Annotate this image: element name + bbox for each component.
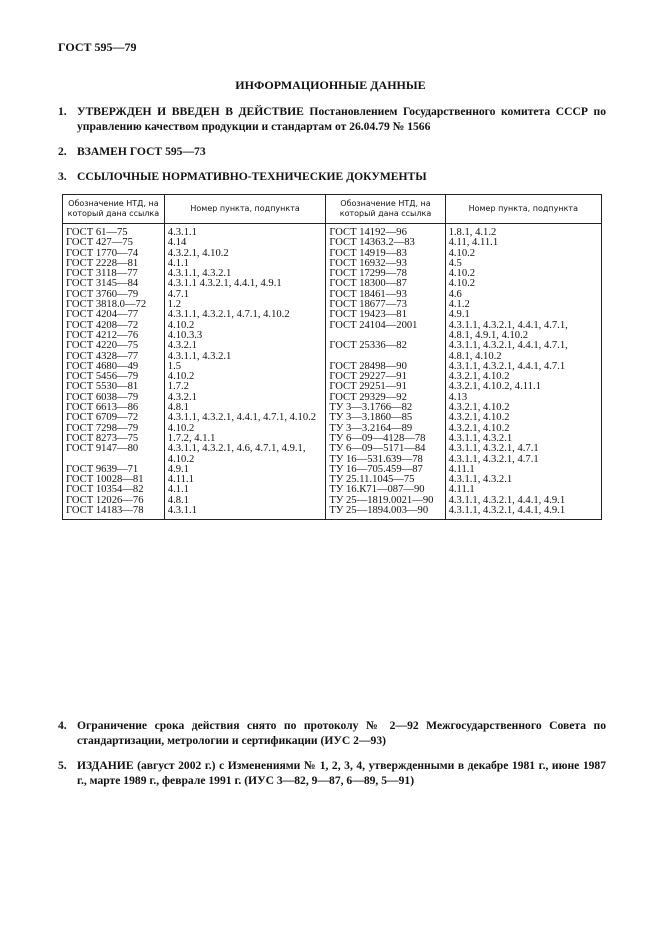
cell-doc-right: ГОСТ 29251—91 xyxy=(326,382,445,392)
cell-item-right: 4.3.1.1, 4.3.2.1 xyxy=(445,434,601,444)
cell-doc-left: ГОСТ 9639—71 xyxy=(63,465,165,475)
cell-doc-right: ТУ 16—531.639—78 xyxy=(326,455,445,465)
table-row xyxy=(63,506,602,520)
cell-item-left: 4.11.1 xyxy=(164,475,326,485)
cell-doc-right: ТУ 25—1894.003—90 xyxy=(326,506,445,520)
cell-doc-left: ГОСТ 12026—76 xyxy=(63,496,165,506)
cell-doc-right: ГОСТ 14919—83 xyxy=(326,249,445,259)
cell-doc-left: ГОСТ 4680—49 xyxy=(63,362,165,372)
cell-doc-left: ГОСТ 61—75 xyxy=(63,224,165,239)
cell-doc-right: ГОСТ 17299—78 xyxy=(326,269,445,279)
table-row xyxy=(63,444,602,454)
header-doc-left: Обозначение НТД, на который дана ссылка xyxy=(63,195,165,224)
cell-item-right: 4.1.2 xyxy=(445,300,601,310)
cell-item-right: 4.3.1.1, 4.3.2.1, 4.4.1, 4.9.1 xyxy=(445,506,601,520)
cell-doc-left: ГОСТ 3818.0—72 xyxy=(63,300,165,310)
cell-doc-left: ГОСТ 7298—79 xyxy=(63,424,165,434)
cell-item-right: 4.8.1, 4.9.1, 4.10.2 xyxy=(445,331,601,341)
section-5-lead: ИЗДАНИЕ xyxy=(77,759,134,772)
cell-item-right: 4.3.2.1, 4.10.2 xyxy=(445,424,601,434)
cell-doc-right: ГОСТ 24104—2001 xyxy=(326,321,445,331)
cell-item-right: 4.10.2 xyxy=(445,249,601,259)
section-5 xyxy=(58,758,606,788)
cell-item-left: 4.3.2.1 xyxy=(164,341,326,351)
cell-item-right: 4.10.2 xyxy=(445,269,601,279)
cell-doc-left: ГОСТ 2228—81 xyxy=(63,259,165,269)
cell-doc-left: ГОСТ 4208—72 xyxy=(63,321,165,331)
cell-doc-right: ТУ 16—705.459—87 xyxy=(326,465,445,475)
cell-item-right: 4.11.1 xyxy=(445,485,601,495)
cell-doc-right: ГОСТ 16932—93 xyxy=(326,259,445,269)
cell-item-left: 1.7.2, 4.1.1 xyxy=(164,434,326,444)
cell-doc-right: ТУ 6—09—4128—78 xyxy=(326,434,445,444)
section-1 xyxy=(58,104,606,134)
cell-item-right: 4.13 xyxy=(445,393,601,403)
cell-doc-right: ТУ 3—3.1766—82 xyxy=(326,403,445,413)
cell-item-left: 4.3.1.1 xyxy=(164,224,326,239)
cell-doc-left: ГОСТ 5456—79 xyxy=(63,372,165,382)
section-4-text: Ограничение срока действия снято по протоколу № 2—92 Межгосударственного Совета по стандартизации, метрологии и сертификации (ИУС 2—93) xyxy=(77,719,606,747)
cell-item-left: 1.2 xyxy=(164,300,326,310)
section-2-number: 2. xyxy=(58,145,67,158)
cell-doc-left: ГОСТ 14183—78 xyxy=(63,506,165,520)
cell-doc-right: ТУ 3—3.2164—89 xyxy=(326,424,445,434)
cell-item-left: 4.3.1.1, 4.3.2.1, 4.7.1, 4.10.2 xyxy=(164,310,326,320)
cell-doc-right: ГОСТ 14192—96 xyxy=(326,224,445,239)
section-5-text: (август 2002 г.) с Изменениями № 1, 2, 3, 4, утвержденными в декабре 1981 г., июне 1987 г., марте 1989 г., феврале 1991 г. (ИУС 3—82, 9—87, 6—89, 5—91) xyxy=(77,759,607,787)
cell-item-right: 4.11, 4.11.1 xyxy=(445,238,601,248)
section-1-number: 1. xyxy=(58,105,67,118)
cell-item-left: 4.10.3.3 xyxy=(164,331,326,341)
section-5-number: 5. xyxy=(58,759,67,772)
cell-doc-right: ТУ 25—1819.0021—90 xyxy=(326,496,445,506)
cell-doc-right: ГОСТ 29329—92 xyxy=(326,393,445,403)
cell-item-right: 4.11.1 xyxy=(445,465,601,475)
cell-doc-right: ГОСТ 25336—82 xyxy=(326,341,445,351)
cell-doc-right: ГОСТ 19423—81 xyxy=(326,310,445,320)
cell-doc-left: ГОСТ 5530—81 xyxy=(63,382,165,392)
header-item-right: Номер пункта, подпункта xyxy=(445,195,601,224)
section-3-number: 3. xyxy=(58,170,67,183)
cell-doc-right: ТУ 3—3.1860—85 xyxy=(326,413,445,423)
cell-doc-left: ГОСТ 3145—84 xyxy=(63,279,165,289)
section-2 xyxy=(58,144,606,159)
cell-doc-left: ГОСТ 3760—79 xyxy=(63,290,165,300)
cell-item-left: 4.1.1 xyxy=(164,259,326,269)
section-3 xyxy=(58,169,606,184)
table-row xyxy=(63,224,602,239)
cell-item-right: 4.3.1.1, 4.3.2.1, 4.7.1 xyxy=(445,444,601,454)
cell-doc-right: ТУ 6—09—5171—84 xyxy=(326,444,445,454)
section-4 xyxy=(58,718,606,748)
cell-item-left: 4.8.1 xyxy=(164,403,326,413)
cell-doc-right: ГОСТ 18300—87 xyxy=(326,279,445,289)
cell-item-right: 4.3.1.1, 4.3.2.1 xyxy=(445,475,601,485)
cell-doc-left: ГОСТ 8273—75 xyxy=(63,434,165,444)
cell-doc-right: ГОСТ 18461—93 xyxy=(326,290,445,300)
cell-item-left: 4.3.2.1, 4.10.2 xyxy=(164,249,326,259)
cell-item-left: 4.14 xyxy=(164,238,326,248)
cell-item-left: 4.1.1 xyxy=(164,485,326,495)
document-header: ГОСТ 595—79 xyxy=(58,40,137,54)
cell-item-right: 1.8.1, 4.1.2 xyxy=(445,224,601,239)
cell-item-right: 4.9.1 xyxy=(445,310,601,320)
cell-item-right: 4.3.2.1, 4.10.2 xyxy=(445,413,601,423)
cell-item-right: 4.3.2.1, 4.10.2, 4.11.1 xyxy=(445,382,601,392)
cell-item-left: 4.3.1.1, 4.3.2.1 xyxy=(164,269,326,279)
section-5-text-block xyxy=(58,758,606,788)
cell-item-right: 4.3.1.1, 4.3.2.1, 4.7.1 xyxy=(445,455,601,465)
cell-item-right: 4.8.1, 4.10.2 xyxy=(445,352,601,362)
cell-item-left: 4.10.2 xyxy=(164,321,326,331)
cell-item-left: 4.3.1.1, 4.3.2.1, 4.4.1, 4.7.1, 4.10.2 xyxy=(164,413,326,423)
cell-doc-left: ГОСТ 6613—86 xyxy=(63,403,165,413)
cell-item-right: 4.3.2.1, 4.10.2 xyxy=(445,372,601,382)
cell-item-left: 4.10.2 xyxy=(164,372,326,382)
cell-item-left: 4.3.1.1 4.3.2.1, 4.4.1, 4.9.1 xyxy=(164,279,326,289)
cell-item-left: 4.8.1 xyxy=(164,496,326,506)
header-item-left: Номер пункта, подпункта xyxy=(164,195,326,224)
cell-item-left: 4.9.1 xyxy=(164,465,326,475)
cell-item-right: 4.10.2 xyxy=(445,279,601,289)
table-header-row xyxy=(63,195,602,224)
cell-doc-left: ГОСТ 4220—75 xyxy=(63,341,165,351)
section-2-text: ВЗАМЕН ГОСТ 595—73 xyxy=(77,145,206,158)
cell-item-right: 4.3.1.1, 4.3.2.1, 4.4.1, 4.7.1, xyxy=(445,321,601,331)
cell-doc-right: ГОСТ 29227—91 xyxy=(326,372,445,382)
cell-item-right: 4.6 xyxy=(445,290,601,300)
cell-doc-right: ГОСТ 28498—90 xyxy=(326,362,445,372)
cell-item-left: 4.3.1.1 xyxy=(164,506,326,520)
cell-doc-left: ГОСТ 427—75 xyxy=(63,238,165,248)
cell-doc-right: ТУ 25.11.1045—75 xyxy=(326,475,445,485)
header-doc-right: Обозначение НТД, на который дана ссылка xyxy=(326,195,445,224)
page-title: ИНФОРМАЦИОННЫЕ ДАННЫЕ xyxy=(235,78,426,92)
section-4-number: 4. xyxy=(58,719,67,732)
section-1-text: УТВЕРЖДЕН И ВВЕДЕН В ДЕЙСТВИЕ Постановлением Государственного комитета СССР по управлению качеством продукции и стандартам от 26.04.79 № 1566 xyxy=(77,105,606,133)
cell-item-left: 4.10.2 xyxy=(164,455,326,465)
cell-doc-left: ГОСТ 10028—81 xyxy=(63,475,165,485)
cell-doc-left: ГОСТ 4212—76 xyxy=(63,331,165,341)
cell-item-right: 4.5 xyxy=(445,259,601,269)
cell-doc-right: ГОСТ 18677—73 xyxy=(326,300,445,310)
cell-item-left: 4.3.1.1, 4.3.2.1 xyxy=(164,352,326,362)
cell-item-right: 4.3.1.1, 4.3.2.1, 4.4.1, 4.7.1 xyxy=(445,362,601,372)
cell-item-left: 4.3.1.1, 4.3.2.1, 4.6, 4.7.1, 4.9.1, xyxy=(164,444,326,454)
table-body xyxy=(63,224,602,520)
table-row xyxy=(63,341,602,351)
cell-doc-left: ГОСТ 4204—77 xyxy=(63,310,165,320)
cell-doc-right: ТУ 16.К71—087—90 xyxy=(326,485,445,495)
cell-doc-left: ГОСТ 3118—77 xyxy=(63,269,165,279)
cell-item-right: 4.3.2.1, 4.10.2 xyxy=(445,403,601,413)
cell-item-left: 4.3.2.1 xyxy=(164,393,326,403)
cell-item-right: 4.3.1.1, 4.3.2.1, 4.4.1, 4.7.1, xyxy=(445,341,601,351)
cell-item-left: 4.7.1 xyxy=(164,290,326,300)
cell-doc-left: ГОСТ 6709—72 xyxy=(63,413,165,423)
references-table xyxy=(62,194,602,520)
cell-doc-left: ГОСТ 4328—77 xyxy=(63,352,165,362)
cell-doc-right: ГОСТ 14363.2—83 xyxy=(326,238,445,248)
cell-item-left: 4.10.2 xyxy=(164,424,326,434)
cell-item-left: 1.7.2 xyxy=(164,382,326,392)
cell-item-right: 4.3.1.1, 4.3.2.1, 4.4.1, 4.9.1 xyxy=(445,496,601,506)
section-3-text: ССЫЛОЧНЫЕ НОРМАТИВНО-ТЕХНИЧЕСКИЕ ДОКУМЕНТЫ xyxy=(77,170,427,183)
cell-doc-left: ГОСТ 9147—80 xyxy=(63,444,165,454)
cell-doc-left: ГОСТ 10354—82 xyxy=(63,485,165,495)
cell-doc-left: ГОСТ 6038—79 xyxy=(63,393,165,403)
cell-doc-left: ГОСТ 1770—74 xyxy=(63,249,165,259)
cell-item-left: 1.5 xyxy=(164,362,326,372)
